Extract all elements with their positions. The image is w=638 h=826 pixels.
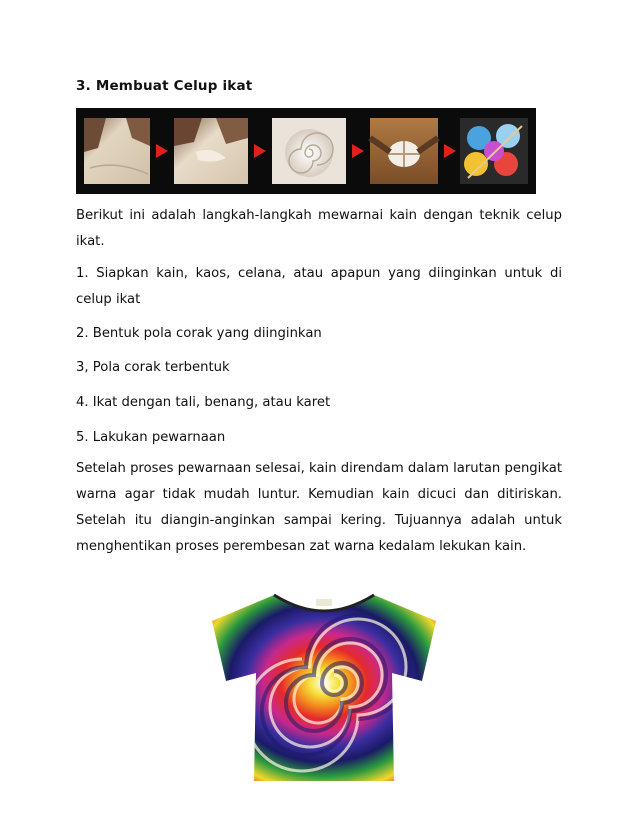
arrow-icon xyxy=(254,144,266,158)
step-photo-tie-bundle xyxy=(370,118,438,184)
step-item: 1. Siapkan kain, kaos, celana, atau apapun yang diinginkan untuk di celup ikat xyxy=(76,266,562,307)
step-item: 4. Ikat dengan tali, benang, atau karet xyxy=(76,395,331,410)
arrow-icon xyxy=(352,144,364,158)
step-item: 2. Bentuk pola corak yang diinginkan xyxy=(76,326,322,341)
intro-paragraph: Berikut ini adalah langkah-langkah mewarnai kain dengan teknik celup ikat. xyxy=(76,208,562,249)
section-heading: 3. Membuat Celup ikat xyxy=(76,78,253,94)
process-photo-strip xyxy=(76,108,536,194)
step-item: 3, Pola corak terbentuk xyxy=(76,360,230,375)
arrow-icon xyxy=(156,144,168,158)
after-dye-paragraph: Setelah proses pewarnaan selesai, kain direndam dalam larutan pengikat warna agar tidak mudah luntur. Kemudian kain dicuci dan ditiriskan. Setelah itu diangin-anginkan sampai kering. Tujuannya adalah untuk menghentikan proses perembesan zat warna kedalam lekukan kain. xyxy=(76,461,562,554)
step-photo-dye-colors xyxy=(460,118,528,184)
step-item: 5. Lakukan pewarnaan xyxy=(76,430,226,445)
tie-dye-shirt-image xyxy=(204,583,444,783)
step-photo-spread-cloth xyxy=(84,118,150,184)
step-photo-pinch-center xyxy=(174,118,248,184)
arrow-icon xyxy=(444,144,456,158)
step-photo-twist-spiral xyxy=(272,118,346,184)
